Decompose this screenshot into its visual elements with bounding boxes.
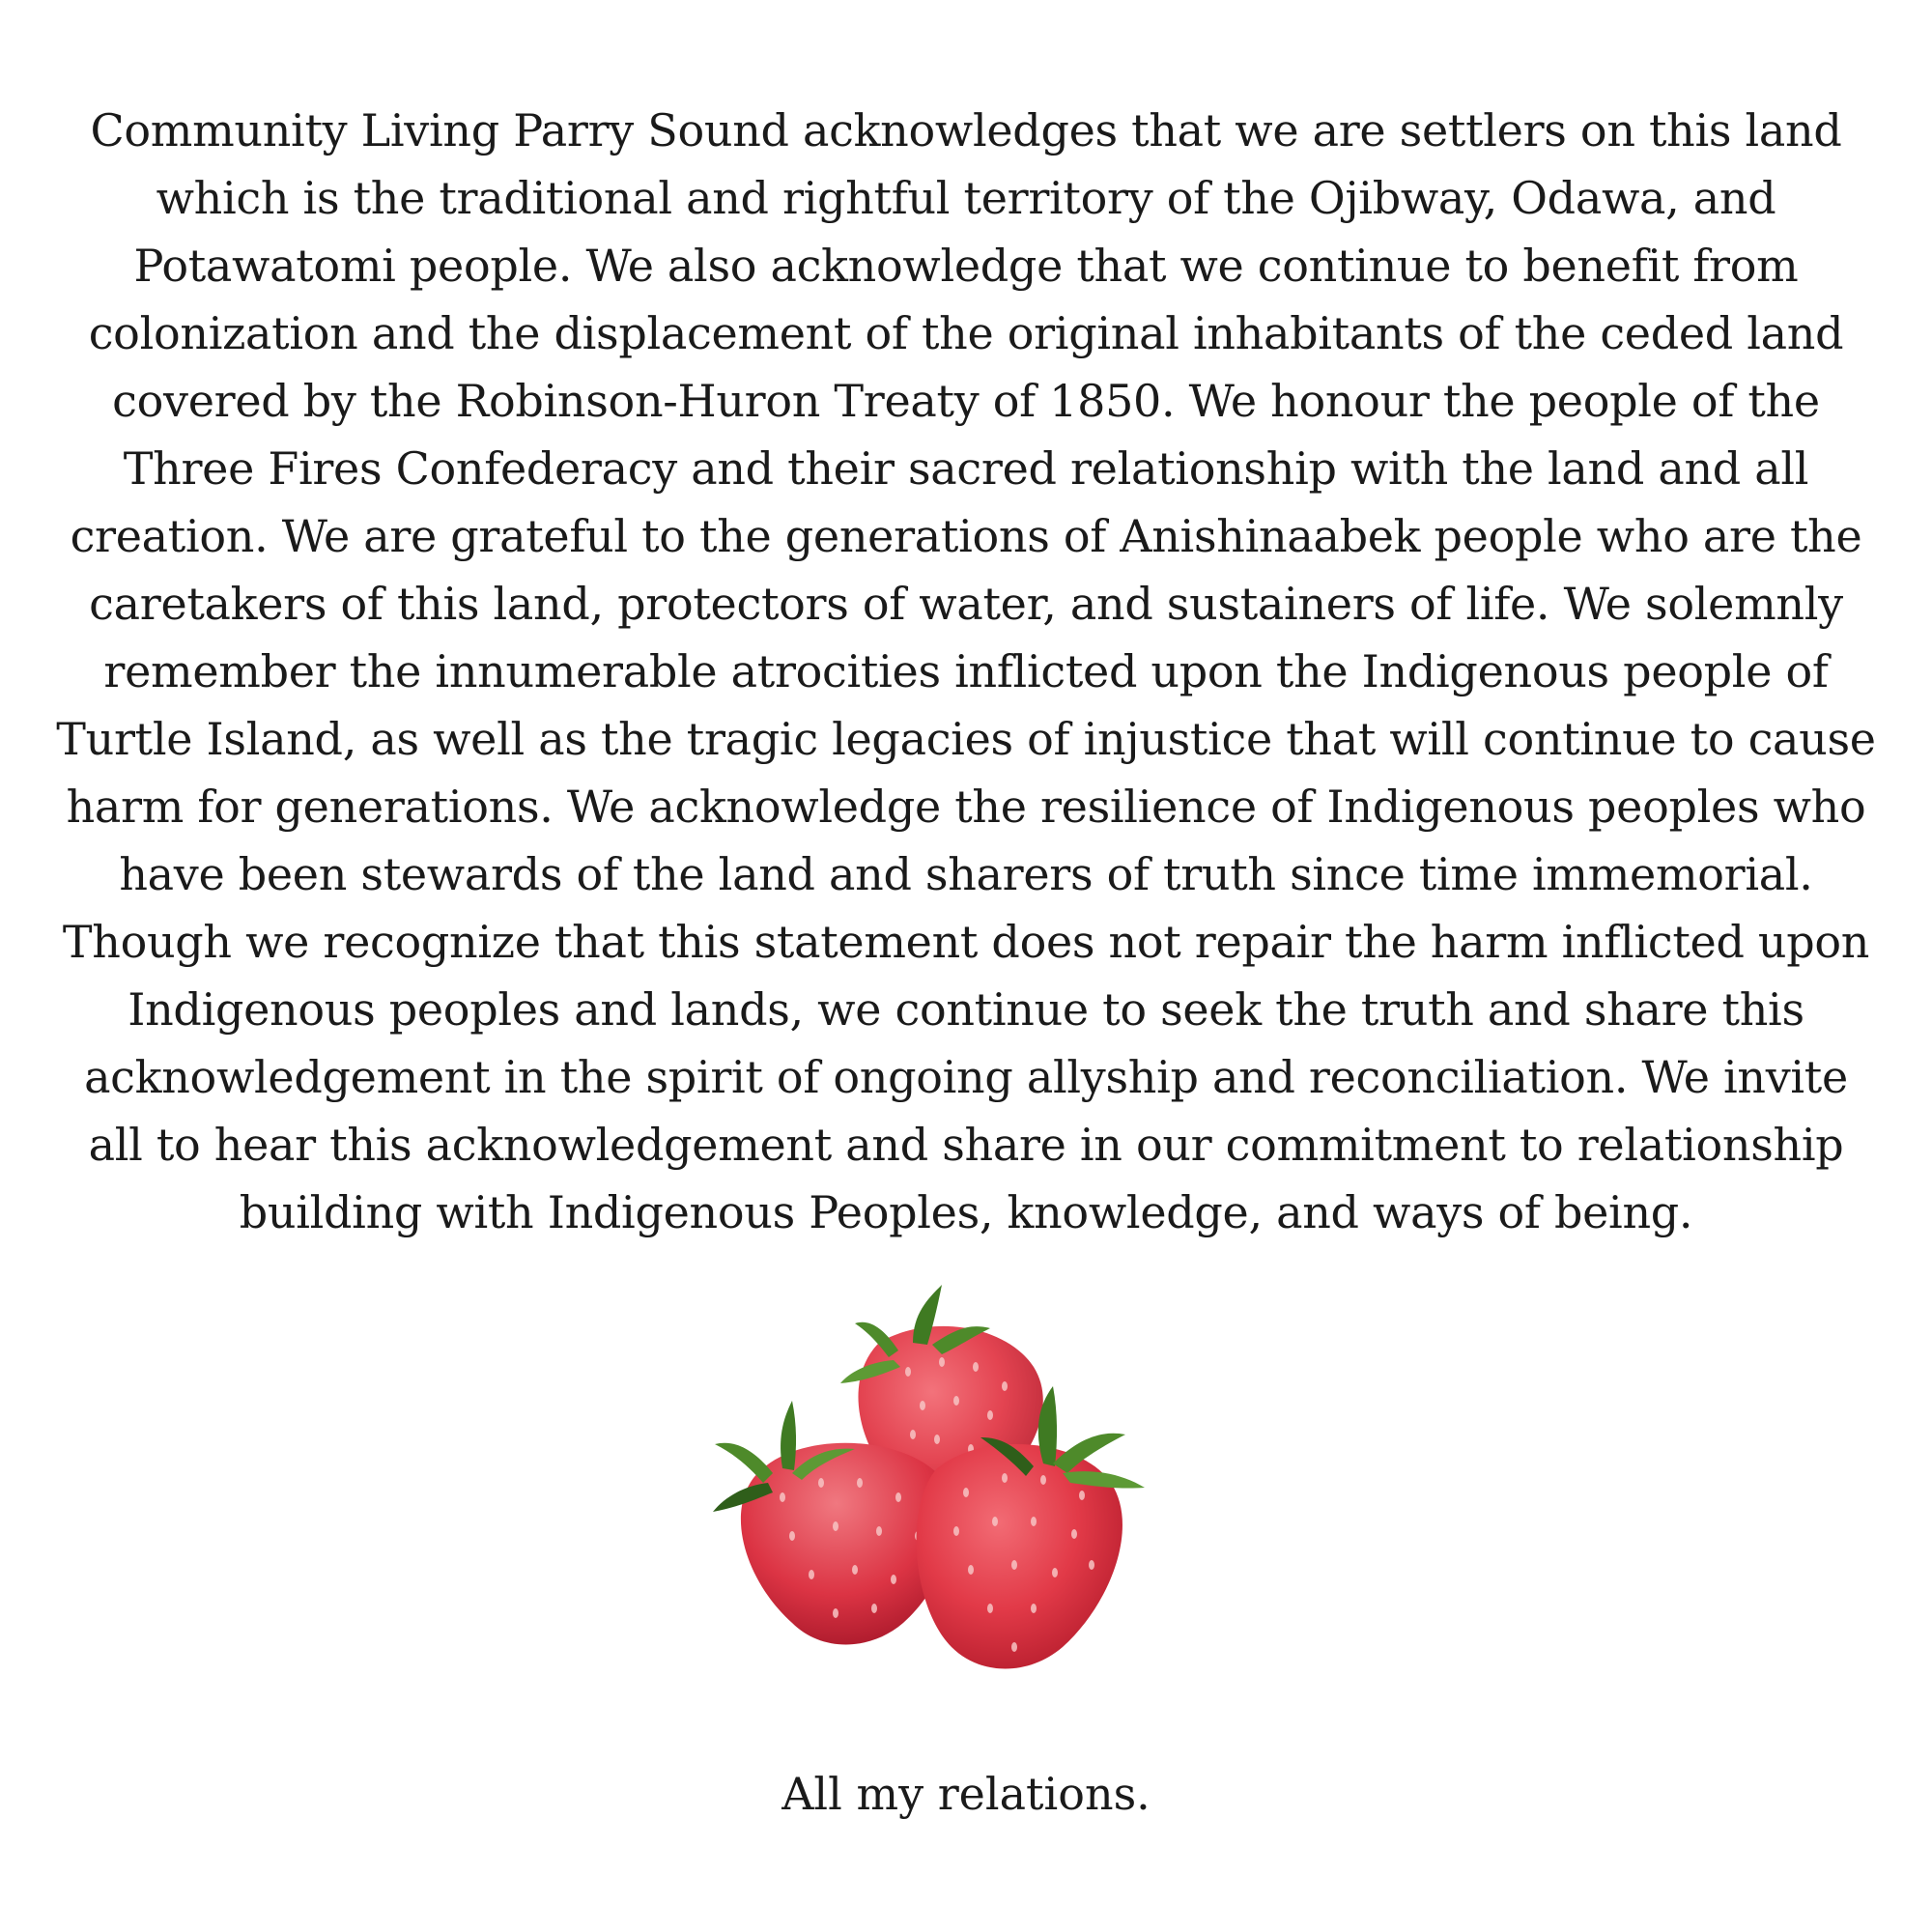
- closing-line: All my relations.: [781, 1768, 1151, 1820]
- strawberries-icon: [696, 1275, 1198, 1700]
- land-acknowledgement-text: Community Living Parry Sound acknowledges that we are settlers on this land which is the traditional and rightful territory of the Ojibway, Odawa, and Potawatomi people. We also acknowledge that we continue to benefit from colonization and the displacement of the original inhabitants of the ceded land covered by the Robinson-Huron Treaty of 1850. We honour the people of the Three Fires Confederacy and their sacred relationship with the land and all creation. We are grateful to the generations of Anishinaabek people who are the caretakers of this land, protectors of water, and sustainers of life. We solemnly remember the innumerable atrocities inflicted upon the Indigenous people of Turtle Island, as well as the tragic legacies of injustice that will continue to cause harm for generations. We acknowledge the resilience of Indigenous peoples who have been stewards of the land and sharers of truth since time immemorial. Though we recognize that this statement does not repair the harm inflicted upon Indigenous peoples and lands, we continue to seek the truth and share this acknowledgement in the spirit of ongoing allyship and reconciliation. We invite all to hear this acknowledgement and share in our commitment to relationship building with Indigenous Peoples, knowledge, and ways of being.: [56, 104, 1876, 1238]
- strawberries-illustration: [696, 1275, 1198, 1700]
